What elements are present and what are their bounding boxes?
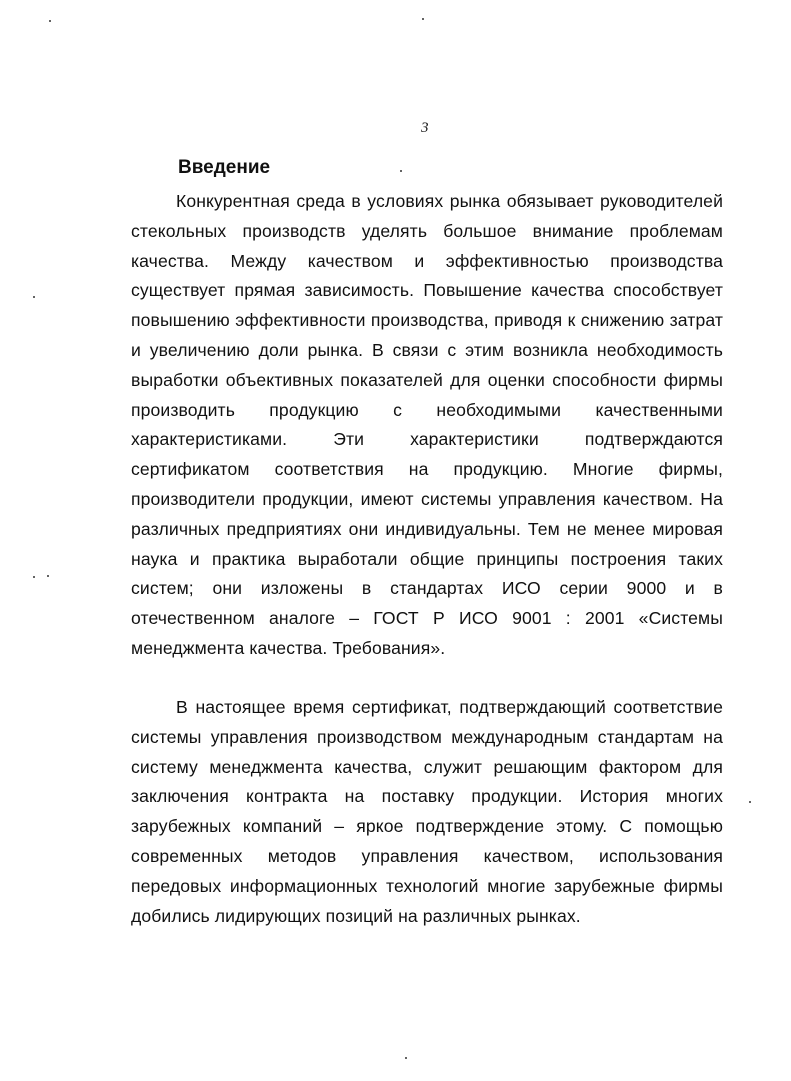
scan-speck	[400, 170, 402, 172]
scan-speck	[749, 801, 751, 803]
paragraph-2: В настоящее время сертификат, подтверждающий соответствие системы управления производством международным стандартам на систему менеджмента качества, служит решающим фактором для заключения контракта на поставку продукции. История многих зарубежных компаний – яркое подтверждение этому. С помощью современных методов управления качеством, использования передовых информационных технологий многие зарубежные фирмы добились лидирующих позиций на различных рынках.	[131, 697, 723, 926]
scan-speck	[33, 576, 35, 578]
page-number: 3	[421, 120, 429, 136]
scan-speck	[422, 18, 424, 20]
scan-speck	[49, 20, 51, 22]
paragraph-1: Конкурентная среда в условиях рынка обязывает руководителей стекольных производств уделять большое внимание проблемам качества. Между качеством и эффективностью производства существует прямая зависимость. Повышение качества способствует повышению эффективности производства, приводя к снижению затрат и увеличению доли рынка. В связи с этим возникла необходимость выработки объективных показателей для оценки способности фирмы производить продукцию с необходимыми качественными характеристиками. Эти характеристики подтверждаются сертификатом соответствия на продукцию. Многие фирмы, производители продукции, имеют системы управления качеством. На различных предприятиях они индивидуальны. Тем не менее мировая наука и практика выработали общие принципы построения таких систем; они изложены в стандартах ИСО серии 9000 и в отечественном аналоге – ГОСТ Р ИСО 9001 : 2001 «Системы менеджмента качества. Требования».	[131, 191, 723, 658]
scan-speck	[33, 296, 35, 298]
scan-speck	[47, 575, 49, 577]
scan-speck	[405, 1057, 407, 1059]
section-heading: Введение	[178, 157, 271, 178]
